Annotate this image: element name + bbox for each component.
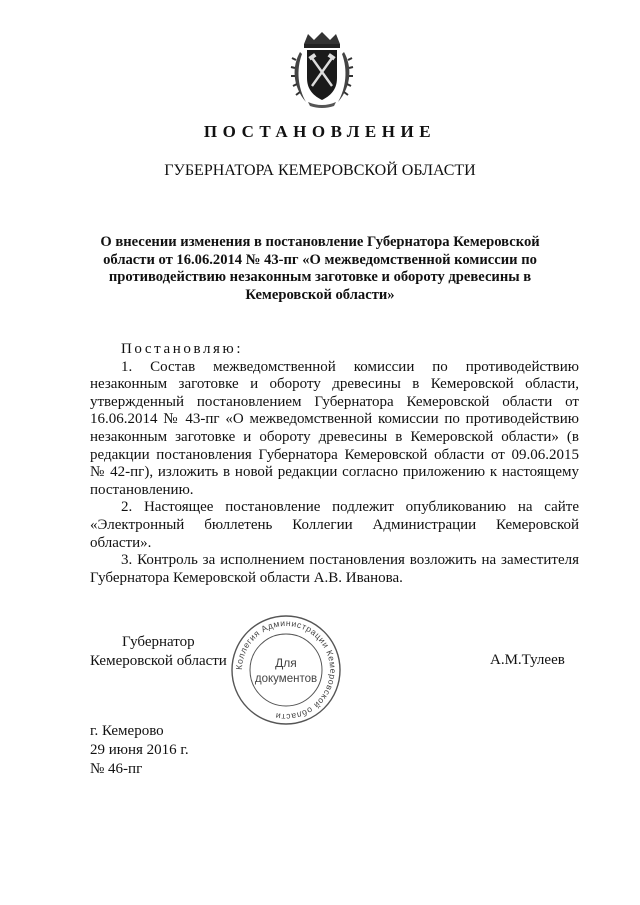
footer-date: 29 июня 2016 г. bbox=[90, 742, 189, 758]
document-footer bbox=[90, 722, 189, 779]
document-body bbox=[90, 341, 579, 587]
document-subtitle: ГУБЕРНАТОРА КЕМЕРОВСКОЙ ОБЛАСТИ bbox=[164, 162, 476, 179]
footer-city: г. Кемерово bbox=[90, 723, 164, 739]
signatory-position bbox=[90, 633, 227, 671]
official-stamp bbox=[228, 612, 344, 728]
stamp-center-line1: Для bbox=[275, 656, 297, 670]
coat-of-arms-icon bbox=[290, 30, 354, 110]
document-title: ПОСТАНОВЛЕНИЕ bbox=[203, 122, 437, 141]
signatory-position-line2: Кемеровской области bbox=[90, 653, 227, 669]
footer-number: № 46-пг bbox=[90, 761, 143, 777]
coat-of-arms-emblem bbox=[290, 30, 354, 110]
stamp-center-line2: документов bbox=[254, 673, 318, 685]
signatory-position-line1: Губернатор bbox=[122, 634, 195, 650]
stamp-seal-icon bbox=[228, 612, 344, 728]
signatory-name: А.М.Тулеев bbox=[490, 652, 565, 668]
paragraph-3: 3. Контроль за исполнением постановления возложить на заместителя Губернатора Кемеровской области А.В. Иванова. bbox=[90, 552, 579, 586]
paragraph-2: 2. Настоящее постановление подлежит опубликованию на сайте «Электронный бюллетень Коллегии Администрации Кемеровской области». bbox=[90, 499, 579, 551]
document-heading: О внесении изменения в постановление Губернатора Кемеровской области от 16.06.2014 № 43-пг «О межведомственной комиссии по противодействию незаконным заготовке и обороту древесины в Кемеровской области» bbox=[100, 234, 540, 303]
paragraph-1: 1. Состав межведомственной комиссии по противодействию незаконным заготовке и обороту древесины в Кемеровской области, утвержденный постановлением Губернатора Кемеровской области от 16.06.2014 № 43-пг «О межведомственной комиссии по противодействию незаконным заготовке и обороту древесины в Кемеровской области» (в редакции постановления Губернатора Кемеровской области от 09.06.2015 № 42-пг), изложить в новой редакции согласно приложению к настоящему постановлению. bbox=[90, 358, 579, 498]
resolve-lead: Постановляю: bbox=[121, 341, 244, 357]
stamp-ring-text: Коллегия Администрации Кемеровской области bbox=[233, 617, 339, 723]
